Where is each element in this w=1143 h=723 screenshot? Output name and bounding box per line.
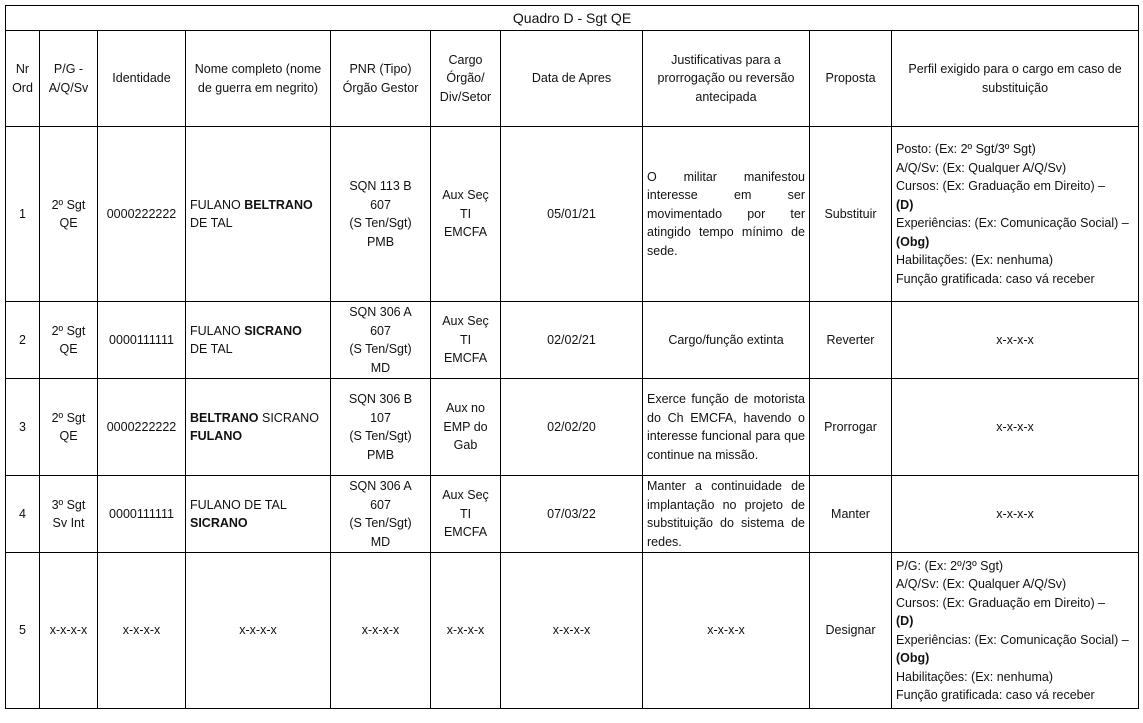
header-perfil: Perfil exigido para o cargo em caso de substituição	[892, 31, 1139, 127]
header-nome: Nome completo (nome de guerra em negrito)	[186, 31, 331, 127]
cell-justificativa: Manter a continuidade de implantação no projeto de substituição do sistema de redes.	[643, 476, 810, 553]
table-row	[6, 379, 1139, 476]
table-row	[6, 302, 1139, 379]
cell-nr: 3	[6, 379, 40, 476]
cell-identidade: 0000111111	[98, 302, 186, 379]
cell-data: 02/02/21	[501, 302, 643, 379]
cell-justificativa: O militar manifestou interesse em ser movimentado por ter atingido tempo mínimo de sede.	[643, 127, 810, 302]
header-pg: P/G - A/Q/Sv	[40, 31, 98, 127]
table-title: Quadro D - Sgt QE	[6, 6, 1139, 31]
cell-justificativa: x-x-x-x	[643, 553, 810, 709]
header-justificativas: Justificativas para a prorrogação ou reversão antecipada	[643, 31, 810, 127]
header-row	[6, 31, 1139, 127]
cell-pnr: SQN 306 A 607 (S Ten/Sgt) MD	[331, 476, 431, 553]
cell-pg: 2º Sgt QE	[40, 379, 98, 476]
cell-perfil: Posto: (Ex: 2º Sgt/3º Sgt) A/Q/Sv: (Ex: Qualquer A/Q/Sv) Cursos: (Ex: Graduação em Direito) – (D) Experiências: (Ex: Comunicação Social) – (Obg) Habilitações: (Ex: nenhuma) Função gratificada: caso vá receber	[892, 127, 1139, 302]
cell-cargo: Aux Seç TI EMCFA	[431, 476, 501, 553]
cell-identidade: 0000222222	[98, 127, 186, 302]
cell-pg: 2º Sgt QE	[40, 127, 98, 302]
cell-proposta: Manter	[810, 476, 892, 553]
header-data: Data de Apres	[501, 31, 643, 127]
cell-data: 05/01/21	[501, 127, 643, 302]
cell-pnr: x-x-x-x	[331, 553, 431, 709]
cell-perfil: P/G: (Ex: 2º/3º Sgt) A/Q/Sv: (Ex: Qualquer A/Q/Sv) Cursos: (Ex: Graduação em Direito) – (D) Experiências: (Ex: Comunicação Social) – (Obg) Habilitações: (Ex: nenhuma) Função gratificada: caso vá receber	[892, 553, 1139, 709]
quadro-table	[5, 5, 1139, 709]
cell-nome: FULANO DE TAL SICRANO	[186, 476, 331, 553]
cell-pnr: SQN 113 B 607 (S Ten/Sgt) PMB	[331, 127, 431, 302]
cell-nr: 5	[6, 553, 40, 709]
cell-proposta: Reverter	[810, 302, 892, 379]
header-identidade: Identidade	[98, 31, 186, 127]
cell-data: x-x-x-x	[501, 553, 643, 709]
cell-nr: 2	[6, 302, 40, 379]
cell-nr: 1	[6, 127, 40, 302]
header-pnr: PNR (Tipo) Órgão Gestor	[331, 31, 431, 127]
header-nr-ord: Nr Ord	[6, 31, 40, 127]
cell-nome: BELTRANO SICRANO FULANO	[186, 379, 331, 476]
header-cargo: Cargo Órgão/ Div/Setor	[431, 31, 501, 127]
cell-data: 02/02/20	[501, 379, 643, 476]
cell-perfil: x-x-x-x	[892, 379, 1139, 476]
cell-perfil: x-x-x-x	[892, 302, 1139, 379]
cell-justificativa: Exerce função de motorista do Ch EMCFA, havendo o interesse funcional para que continue na missão.	[643, 379, 810, 476]
cell-proposta: Prorrogar	[810, 379, 892, 476]
cell-justificativa: Cargo/função extinta	[643, 302, 810, 379]
cell-nome: FULANO SICRANO DE TAL	[186, 302, 331, 379]
cell-nome: FULANO BELTRANO DE TAL	[186, 127, 331, 302]
cell-pg: x-x-x-x	[40, 553, 98, 709]
cell-cargo: x-x-x-x	[431, 553, 501, 709]
table-row	[6, 127, 1139, 302]
table-row	[6, 553, 1139, 709]
cell-cargo: Aux Seç TI EMCFA	[431, 302, 501, 379]
cell-perfil: x-x-x-x	[892, 476, 1139, 553]
cell-pnr: SQN 306 A 607 (S Ten/Sgt) MD	[331, 302, 431, 379]
cell-identidade: 0000222222	[98, 379, 186, 476]
cell-identidade: x-x-x-x	[98, 553, 186, 709]
header-proposta: Proposta	[810, 31, 892, 127]
cell-identidade: 0000111111	[98, 476, 186, 553]
cell-nr: 4	[6, 476, 40, 553]
cell-proposta: Designar	[810, 553, 892, 709]
cell-pg: 3º Sgt Sv Int	[40, 476, 98, 553]
cell-cargo: Aux Seç TI EMCFA	[431, 127, 501, 302]
cell-pg: 2º Sgt QE	[40, 302, 98, 379]
cell-cargo: Aux no EMP do Gab	[431, 379, 501, 476]
cell-data: 07/03/22	[501, 476, 643, 553]
cell-proposta: Substituir	[810, 127, 892, 302]
cell-pnr: SQN 306 B 107 (S Ten/Sgt) PMB	[331, 379, 431, 476]
cell-nome: x-x-x-x	[186, 553, 331, 709]
table-row	[6, 476, 1139, 553]
